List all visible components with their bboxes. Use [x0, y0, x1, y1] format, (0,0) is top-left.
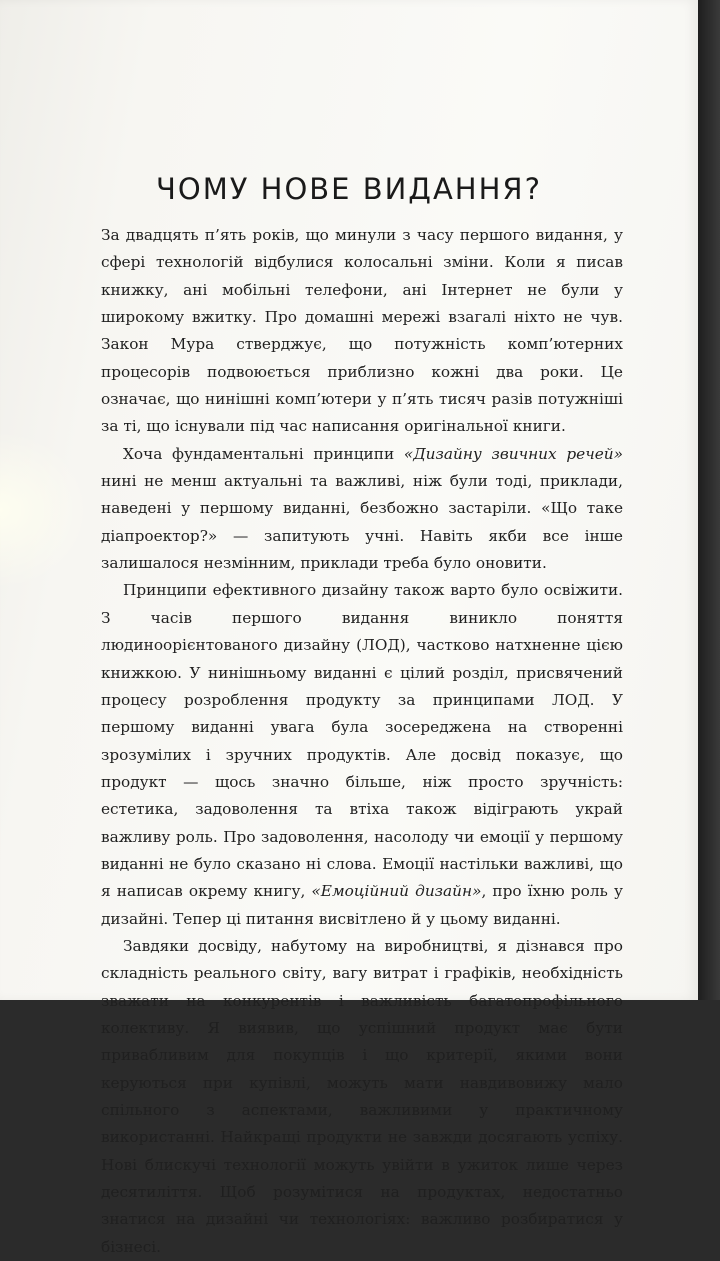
paragraph-2 [101, 441, 623, 578]
book-title-emotional-design: «Емоційний дизайн» [311, 882, 482, 901]
book-title-design-of-everyday-things: «Дизайну звичних речей» [403, 444, 623, 463]
paragraph-2-text-a: Хоча фундаментальні принципи [123, 444, 404, 463]
paragraph-3-text-b: , про їхню роль у дизайні. Тепер ці питання висвітлено й у цьому виданні. [101, 882, 623, 928]
paragraph-4: Завдяки досвіду, набутому на виробництві, я дізнався про складність реального світу, вагу витрат і графіків, необхідність зважати на конкурентів і важливість багатопрофільного колективу. Я виявив, що успішний продукт має бути привабливим для покупців і що критерії, якими вони керуються при купівлі, можуть мати навдивовижу мало спільного з аспектами, важливими у практичному використанні. Найкращі продукти не завжди досягають успіху. Нові блискучі технології можуть увійти в ужиток лише через десятиліття. Щоб розумітися на продуктах, недостатньо знатися на дизайні чи технологіях: важливо розбиратися у бізнесі. [101, 936, 623, 1256]
chapter-body [101, 222, 623, 1261]
paragraph-2-text-b: нині не менш актуальні та важливі, ніж були тоді, приклади, наведені у першому виданні, безбожно застаріли. «Що таке діапроектор?» — запитують учні. Навіть якби все інше залишалося незмінним, приклади треба було оновити. [101, 472, 623, 573]
paragraph-3 [101, 577, 623, 932]
chapter-title: ЧОМУ НОВЕ ВИДАННЯ? [156, 172, 542, 206]
paragraph-1: За двадцять п’ять років, що минули з часу першого видання, у сфері технологій відбулися колосальні зміни. Коли я писав книжку, ані мобільні телефони, ані Інтернет не були у широкому вжитку. Про домашні мережі взагалі ніхто не чув. Закон Мура стверджує, що потужність комп’ютерних процесорів подвоюється приблизно кожні два роки. Це означає, що нинішні комп’ютери у п’ять тисяч разів потужніші за ті, що існували під час написання оригінальної книги. [101, 226, 623, 436]
paragraph-3-text-a: Принципи ефективного дизайну також варто було освіжити. З часів першого видання виникло поняття людиноорієнтованого дизайну (ЛОД), частково натхненне цією книжкою. У нинішньому виданні є цілий розділ, присвячений процесу розроблення продукту за принципами ЛОД. У першому виданні увага була зосереджена на створенні зрозумілих і зручних продуктів. Але досвід показує, що продукт — щось значно більше, ніж просто зручність: естетика, задоволення та втіха також відіграють украй важливу роль. Про задоволення, насолоду чи емоції у першому виданні не було сказано ні слова. Емоції настільки важливі, що я написав окрему книгу, [101, 581, 623, 901]
page-edge [698, 0, 720, 1000]
light-glare [0, 430, 90, 590]
